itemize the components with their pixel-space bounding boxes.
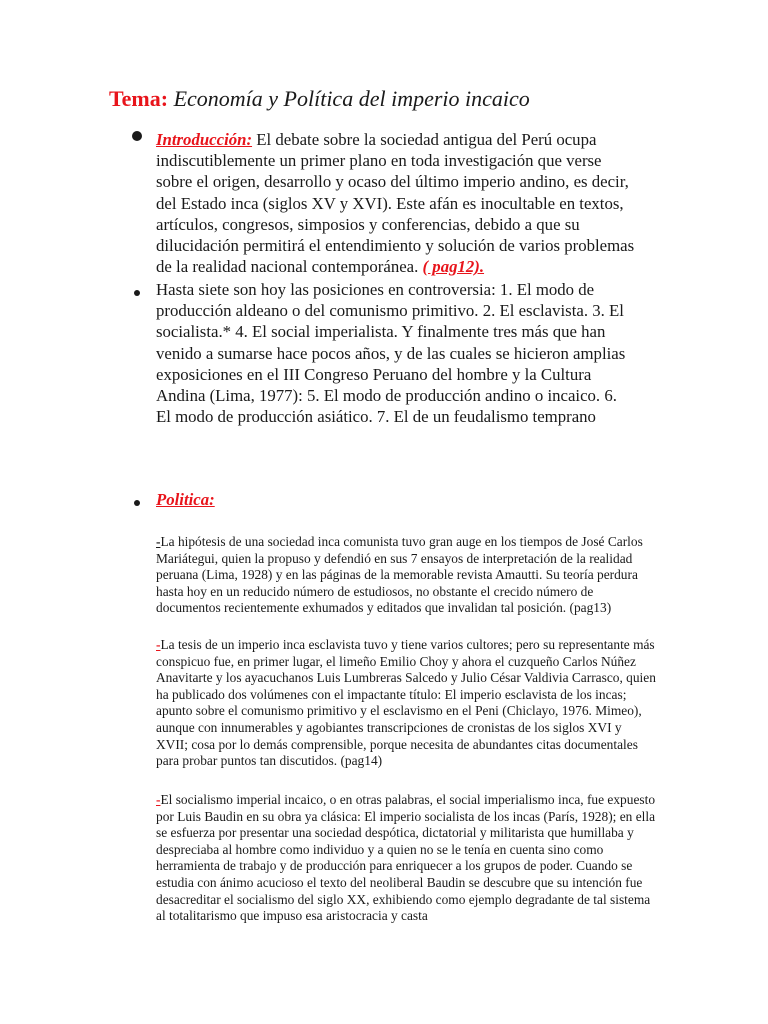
paragraph-text: La tesis de un imperio inca esclavista tuvo y tiene varios cultores; pero su representante más conspicuo fue, en primer lugar, el limeño Emilio Choy y ahora el cuzqueño Carlos Núñez Anavitarte y los ayacuchanos Luis Lumbreras Salcedo y Julio César Valdivia Carrasco, quien ha publicado dos volúmenes con el impactante título: El imperio esclavista de los incas; apunto sobre el comunismo primitivo y el esclavismo en el Peni (Chiclayo, 1976. Mimeo), aunque con innumerables y agobiantes transcripciones de cronistas de los siglos XVI y XVII; cosa por lo demás comprensible, porque necesita de abundantes citas documentales para probar puntos tan discutidos. (pag14) xyxy=(156,637,656,769)
intro-heading: Introducción: xyxy=(156,130,253,149)
dash-marker: - xyxy=(156,637,161,652)
paragraph-esclavista xyxy=(156,637,656,770)
intro-body: El debate sobre la sociedad antigua del Perú ocupa indiscutiblemente un primer plano en toda investigación que verse sobre el origen, desarrollo y ocaso del último imperio andino, es decir, del Estado inca (siglos XV y XVI). Este afán es inocultable en textos, artículos, congresos, simposios y conferencias, debido a que su dilucidación permitirá el entendimiento y solución de varios problemas de la realidad nacional contemporánea. xyxy=(156,130,635,277)
bullet-marker xyxy=(130,128,144,146)
paragraph-comunista xyxy=(156,534,656,617)
title-text: Economía y Política del imperio incaico xyxy=(173,86,530,111)
title-label: Tema: xyxy=(109,86,169,111)
page-title xyxy=(109,84,530,114)
positions-paragraph xyxy=(156,279,636,427)
paragraph-socialismo xyxy=(156,792,656,925)
positions-body: Hasta siete son hoy las posiciones en controversia: 1. El modo de producción aldeano o del comunismo primitivo. 2. El esclavista. 3. El socialista.* 4. El social imperialista. Y finalmente tres más que han venido a sumarse hace pocos años, y de las cuales se hicieron amplias exposiciones en el III Congreso Peruano del hombre y la Cultura Andina (Lima, 1977): 5. El modo de producción andino o incaico. 6. El modo de producción asiático. 7. El de un feudalismo temprano xyxy=(156,280,626,427)
paragraph-text: El socialismo imperial incaico, o en otras palabras, el social imperialismo inca, fue expuesto por Luis Baudin en su obra ya clásica: El imperio socialista de los incas (París, 1928); en ella se esfuerza por presentar una sociedad despótica, dictatorial y militarista que humillaba y despreciaba al hombre como individuo y a quien no se le tenía en cuenta sino como herramienta de trabajo y de producción para enriquecer a los grupos de poder. Cuando se estudia con ánimo acucioso el texto del neoliberal Baudin se descubre que su intención fue desacreditar el socialismo del siglo XX, exhibiendo como ejemplo degradante de tal sistema al totalitarismo que impuso esa aristocracia y casta xyxy=(156,792,656,924)
bullet-marker xyxy=(130,493,144,511)
bullet-marker xyxy=(130,283,144,301)
intro-paragraph xyxy=(156,129,636,277)
dash-marker: - xyxy=(156,534,161,549)
intro-ref: ( pag12). xyxy=(422,257,485,277)
dash-marker: - xyxy=(156,792,161,807)
paragraph-text: La hipótesis de una sociedad inca comunista tuvo gran auge en los tiempos de José Carlos Mariátegui, quien la propuso y defendió en sus 7 ensayos de interpretación de la realidad peruana (Lima, 1928) y en las páginas de la memorable revista Amautti. Su teoría perdura hasta hoy en un reducido número de estudiosos, no obstante el crecido número de documentos recientemente exhumados y editados que invalidan tal posición. (pag13) xyxy=(156,534,643,616)
politica-heading: Politica: xyxy=(156,490,215,509)
politica-heading-block xyxy=(156,489,636,510)
